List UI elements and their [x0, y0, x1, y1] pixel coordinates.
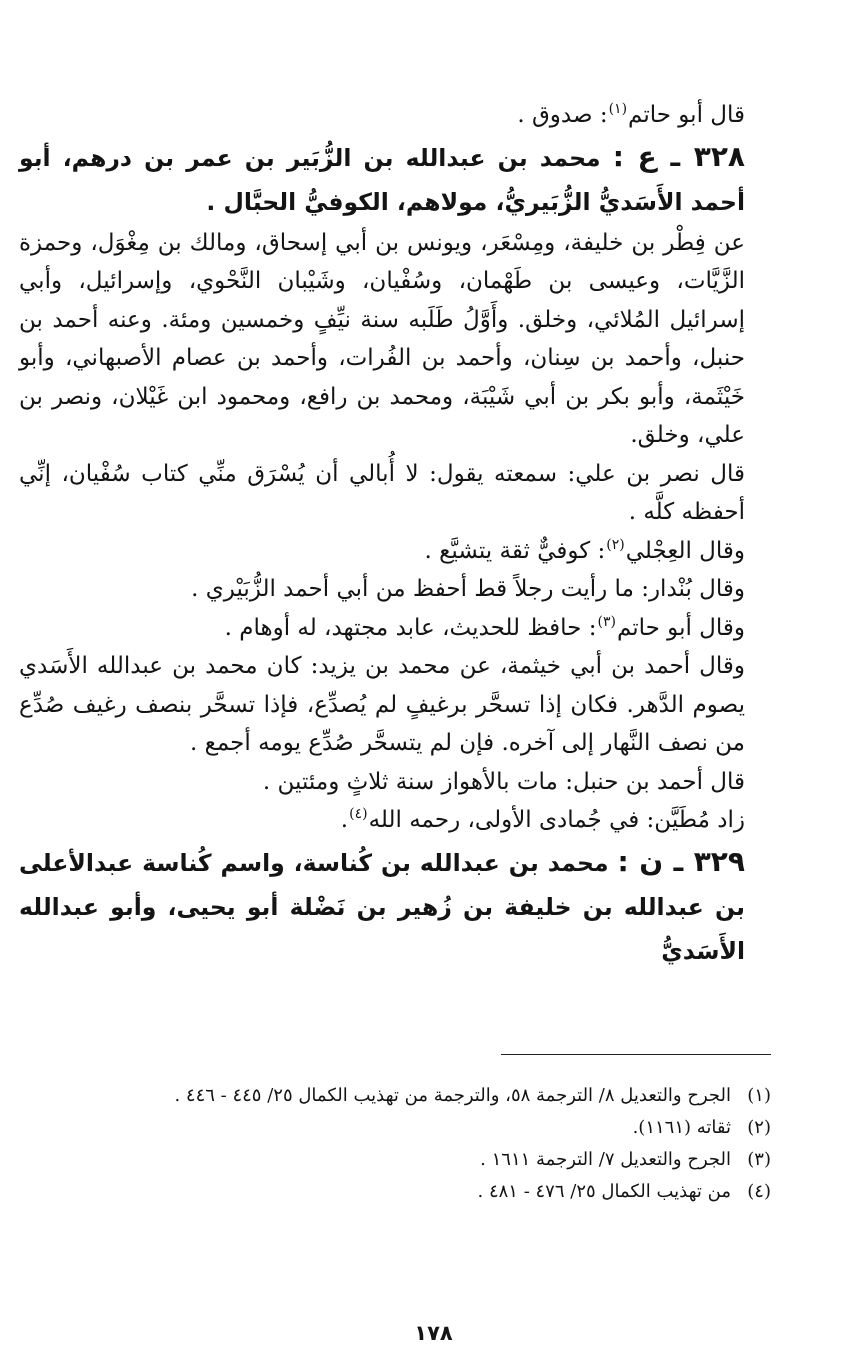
footnote-ref-1[interactable]: (١)	[608, 101, 628, 117]
footnote-4	[71, 1176, 771, 1208]
entry-number: ٣٢٨ ـ ع :	[612, 139, 746, 173]
footnotes	[71, 1080, 771, 1208]
footnote-number: (١)	[747, 1085, 771, 1106]
text: .	[340, 807, 349, 833]
paragraph-narrators: عن فِطْر بن خليفة، ومِسْعَر، ويونس بن أبي إسحاق، ومالك بن مِغْوَل، وحمزة الزَّيَّات، وعيسى بن طَهْمان، وسُفْيان، وشَيْبان النَّحْوي، وإسرائيل، وأبي إسرائيل المُلائي، وخلق. وأَوَّلُ طَلَبه سنة نيِّفٍ وخمسين ومئة. وعنه أحمد بن حنبل، وأحمد بن سِنان، وأحمد بن الفُرات، وأحمد بن عصام الأصبهاني، وأبو خَيْثَمة، وأبو بكر بن أبي شَيْبَة، ومحمد بن رافع، ومحمود ابن غَيْلان، ونصر بن علي، وخلق.	[19, 229, 745, 448]
entry-title: محمد بن عبدالله بن كُناسة، واسم كُناسة عبدالأعلى بن عبدالله بن خليفة بن زُهير بن نَضْلة أبو يحيى، وأبو عبدالله الأَسَديُّ	[19, 848, 745, 965]
entry-329-heading	[19, 840, 779, 973]
footnote-3	[71, 1144, 771, 1176]
text: وقال أبو حاتم	[616, 614, 745, 641]
paragraph-abu-hatim-2	[19, 609, 779, 648]
paragraph-nasr-quote: قال نصر بن علي: سمعته يقول: لا أُبالي أن يُسْرَق منِّي كتاب سُفْيان، إنِّي أحفظه كلَّه .	[19, 460, 745, 525]
footnote-2	[71, 1112, 771, 1144]
footnote-1	[71, 1080, 771, 1112]
footnote-separator	[501, 1054, 771, 1055]
footnote-ref-2[interactable]: (٢)	[606, 536, 625, 553]
paragraph-mutayyan	[19, 801, 779, 840]
text: : صدوق .	[517, 102, 608, 128]
footnote-text: من تهذيب الكمال ٢٥/ ٤٧٦ - ٤٨١ .	[477, 1181, 731, 1202]
text: : حافظ للحديث، عابد مجتهد، له أوهام .	[224, 614, 597, 641]
main-text	[19, 96, 779, 973]
paragraph-ijli	[19, 532, 779, 571]
footnote-ref-3[interactable]: (٣)	[597, 613, 616, 630]
footnote-text: الجرح والتعديل ٨/ الترجمة ٥٨، والترجمة من تهذيب الكمال ٢٥/ ٤٤٥ - ٤٤٦ .	[174, 1085, 731, 1106]
text: وقال العِجْلي	[625, 537, 745, 564]
entry-title: محمد بن عبدالله بن الزُّبَير بن عمر بن درهم، أبو أحمد الأَسَديُّ الزُّبَيريُّ، مولاهم، الكوفيُّ الحبَّال .	[19, 143, 745, 216]
footnote-text: ثقاته (١١٦١).	[632, 1117, 731, 1138]
text: قال أبو حاتم	[628, 102, 745, 128]
entry-number: ٣٢٩ ـ ن :	[617, 844, 745, 878]
paragraph-abu-hatim-1	[19, 96, 779, 135]
footnote-number: (٣)	[747, 1149, 771, 1170]
paragraph-ahmad-death: قال أحمد بن حنبل: مات بالأهواز سنة ثلاثٍ ومئتين .	[262, 768, 745, 795]
paragraph-bundar: وقال بُنْدار: ما رأيت رجلاً قط أحفظ من أبي أحمد الزُّبَيْري .	[191, 576, 745, 602]
footnote-text: الجرح والتعديل ٧/ الترجمة ١٦١١ .	[480, 1149, 731, 1170]
text: : كوفيٌّ ثقة يتشيَّع .	[424, 537, 606, 564]
page-number: ١٧٨	[414, 1321, 453, 1345]
footnote-number: (٤)	[747, 1181, 771, 1202]
footnote-ref-4[interactable]: (٤)	[349, 806, 368, 822]
paragraph-ibn-abi-khaythama: وقال أحمد بن أبي خيثمة، عن محمد بن يزيد: كان محمد بن عبدالله الأَسَدي يصوم الدَّهر. فكان إذا تسحَّر برغيفٍ لم يُصدِّع، فإذا تسحَّر بنصف رغيف صُدِّع من نصف النَّهار إلى آخره. فإن لم يتسحَّر صُدِّع يومه أجمع .	[19, 653, 745, 756]
entry-328-heading	[19, 135, 779, 224]
text: زاد مُطَيَّن: في جُمادى الأولى، رحمه الله	[368, 807, 745, 833]
footnote-number: (٢)	[747, 1117, 771, 1138]
